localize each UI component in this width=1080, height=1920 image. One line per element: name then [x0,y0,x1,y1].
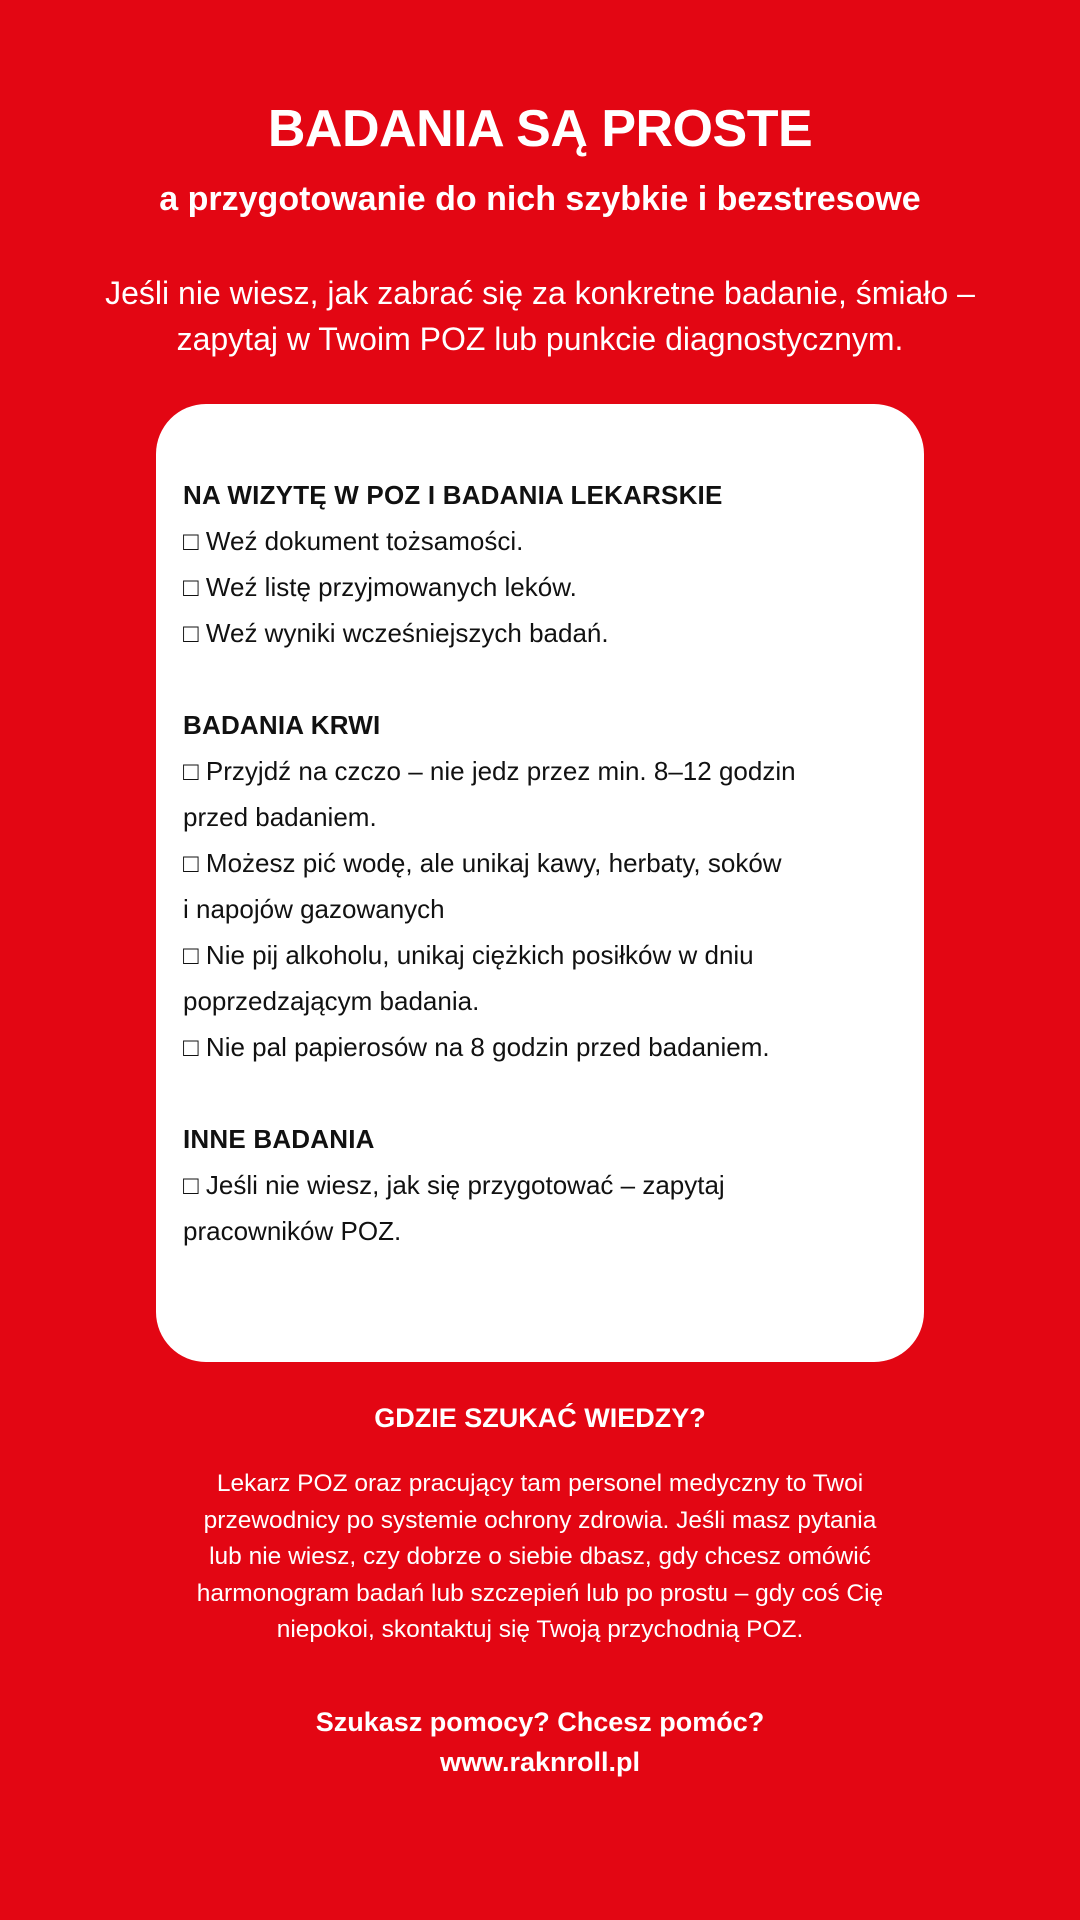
website-link[interactable]: www.raknroll.pl [439,1747,641,1777]
checklist-item: □ Nie pij alkoholu, unikaj ciężkich posiłków w dniu [183,940,754,970]
where-line: przewodnicy po systemie ochrony zdrowia. Jeśli masz pytania [203,1506,877,1534]
intro-line: Jeśli nie wiesz, jak zabrać się za konkretne badanie, śmiało – [105,275,975,311]
checklist-item: □ Weź wyniki wcześniejszych badań. [183,618,609,648]
page-subtitle: a przygotowanie do nich szybkie i bezstresowe [159,180,921,218]
checklist-item: □ Możesz pić wodę, ale unikaj kawy, herbaty, soków [183,848,782,878]
help-footer [0,1702,1080,1782]
section-other-tests [183,1116,903,1254]
checklist-item-continued: i napojów gazowanych [183,894,445,924]
where-line: Lekarz POZ oraz pracujący tam personel medyczny to Twoi [216,1470,864,1497]
checklist-item-continued: przed badaniem. [183,802,377,832]
intro-line: zapytaj w Twoim POZ lub punkcie diagnostycznym. [176,321,904,357]
checklist-item-continued: pracowników POZ. [183,1216,402,1246]
checklist-item: □ Przyjdź na czczo – nie jedz przez min. 8–12 godzin [183,756,796,786]
where-line: lub nie wiesz, czy dobrze o siebie dbasz, gdy chcesz omówić [209,1543,871,1570]
intro-text [40,270,1040,362]
checklist-item: □ Jeśli nie wiesz, jak się przygotować – zapytaj [183,1170,725,1200]
where-line: harmonogram badań lub szczepień lub po prostu – gdy coś Cię [196,1579,884,1607]
page-title: BADANIA SĄ PROSTE [267,100,813,158]
section-title: BADANIA KRWI [183,710,381,740]
checklist-item-continued: poprzedzającym badania. [183,986,480,1016]
where-title: GDZIE SZUKAĆ WIEDZY? [374,1403,706,1433]
checklist-item: □ Weź dokument tożsamości. [183,526,524,556]
help-question: Szukasz pomocy? Chcesz pomóc? [315,1707,765,1737]
checklist-card [156,404,924,1362]
section-title: NA WIZYTĘ W POZ I BADANIA LEKARSKIE [183,480,723,510]
section-title: INNE BADANIA [183,1124,375,1154]
section-poz-visit [183,472,903,656]
where-text [140,1466,940,1649]
section-blood-tests [183,702,903,1070]
where-line: niepokoi, skontaktuj się Twoją przychodnią POZ. [276,1616,804,1643]
checklist-content [183,472,903,1300]
checklist-item: □ Nie pal papierosów na 8 godzin przed badaniem. [183,1032,770,1062]
checklist-item: □ Weź listę przyjmowanych leków. [183,572,577,602]
